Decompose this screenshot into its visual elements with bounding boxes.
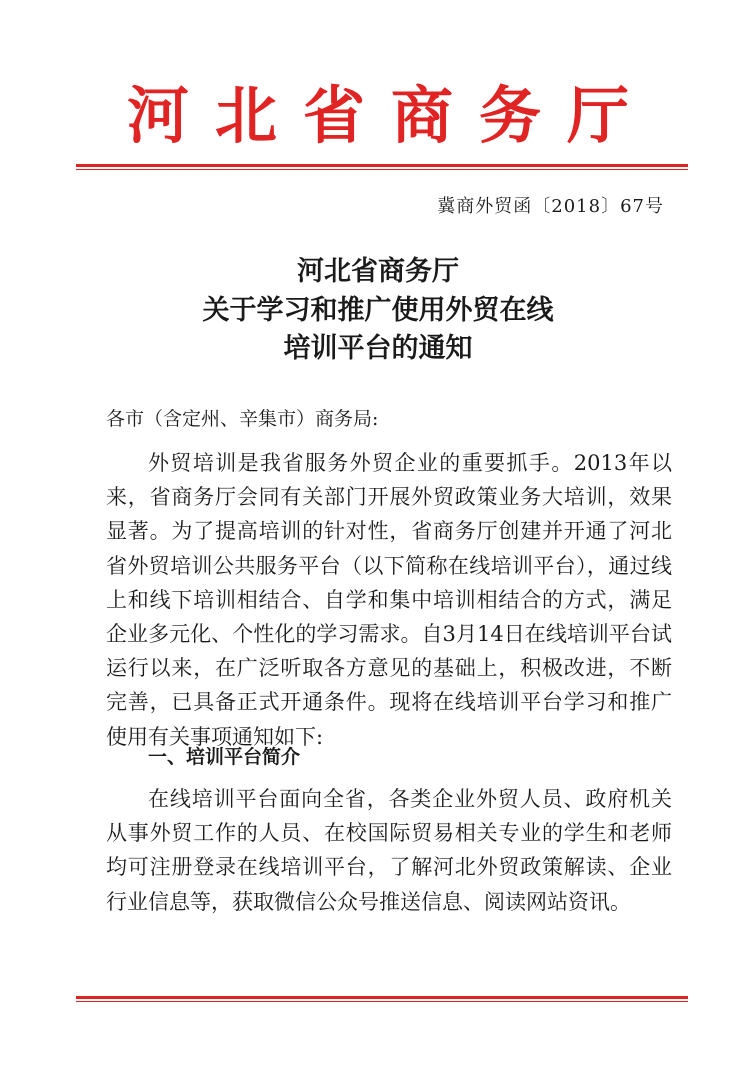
title-line-2: 关于学习和推广使用外贸在线: [202, 295, 554, 326]
footer-red-rule-thin: [76, 1001, 688, 1002]
footer-red-rule: [76, 996, 688, 999]
salutation: 各市（含定州、辛集市）商务局:: [106, 408, 379, 430]
header-red-rule: [76, 164, 688, 167]
body-paragraph-2: 在线培训平台面向全省，各类企业外贸人员、政府机关从事外贸工作的人员、在校国际贸易相关专业的学生和老师均可注册登录在线培训平台，了解河北外贸政策解读、企业行业信息等，获取微信公众号推送信息、阅读网站资讯。: [106, 787, 672, 914]
title-line-3: 培训平台的通知: [283, 333, 473, 364]
section-heading-1: 一、培训平台简介: [148, 746, 301, 768]
title-line-1: 河北省商务厅: [297, 256, 459, 287]
body-paragraph-1: 外贸培训是我省服务外贸企业的重要抓手。2013年以来，省商务厅会同有关部门开展外贸政策业务大培训，效果显著。为了提高培训的针对性，省商务厅创建并开通了河北省外贸培训公共服务平台（以下简称在线培训平台），通过线上和线下培训相结合、自学和集中培训相结合的方式，满足企业多元化、个性化的学习需求。自3月14日在线培训平台试运行以来，在广泛听取各方意见的基础上，积极改进，不断完善，已具备正式开通条件。现将在线培训平台学习和推广使用有关事项通知如下:: [106, 451, 672, 749]
document-number: 冀商外贸函〔2018〕67号: [437, 196, 664, 217]
header-red-rule-thin: [76, 169, 688, 170]
masthead-title: 河北省商务厅: [126, 79, 655, 152]
